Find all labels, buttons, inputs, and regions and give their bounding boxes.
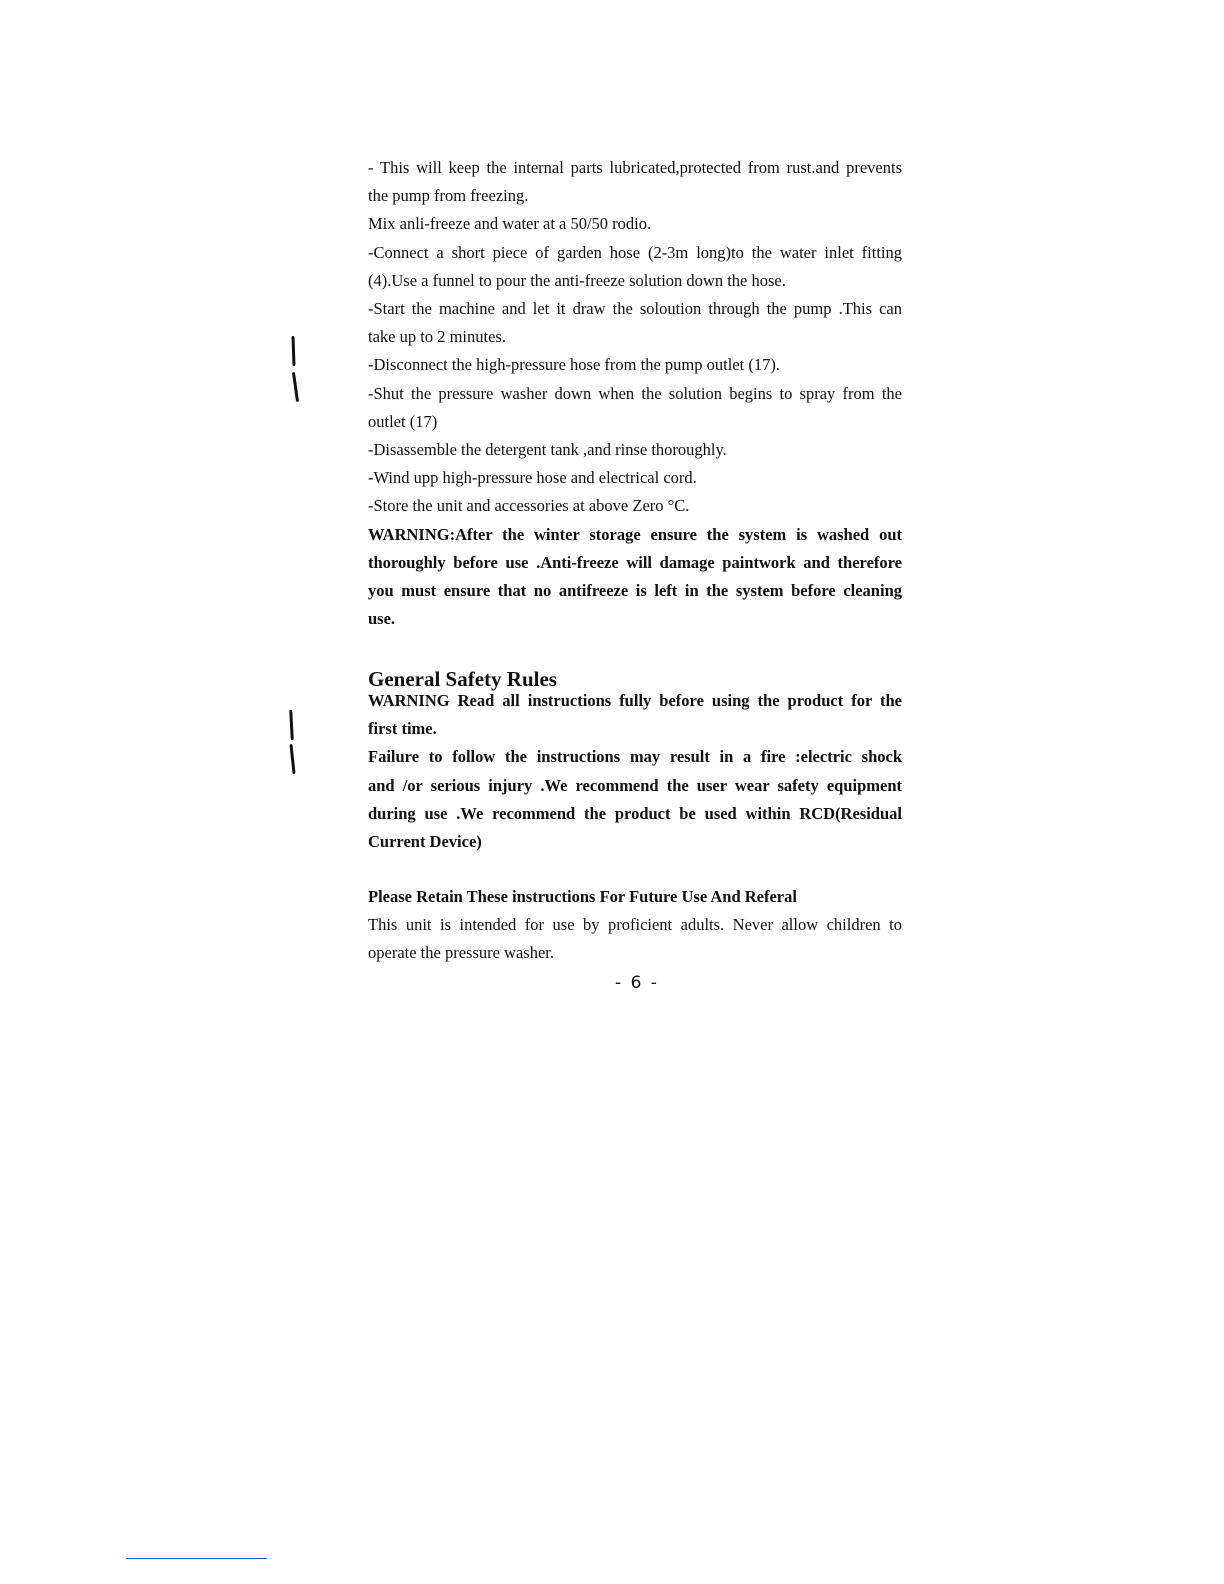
warning-line: you must ensure that no antifreeze is left in the system before cleaning (368, 581, 902, 601)
antifreeze-warning (368, 521, 902, 634)
step-line: (4).Use a funnel to pour the anti-freeze solution down the hose. (368, 270, 786, 290)
winter-storage-steps (368, 154, 902, 633)
margin-mark-bottom (289, 710, 294, 740)
failure-line: and /or serious injury .We recommend the user wear safety equipment (368, 775, 902, 795)
footnote-rule (126, 1558, 267, 1559)
body-line: operate the pressure washer. (368, 943, 555, 963)
step-line: outlet (17) (368, 411, 438, 431)
step-line: Mix anli-freeze and water at a 50/50 rodio. (368, 214, 652, 234)
margin-mark-top-lower (292, 372, 299, 402)
subheading: Please Retain These instructions For Future Use And Referal (368, 887, 797, 906)
page-number: - 6 - (615, 973, 659, 993)
body-line: This unit is intended for use by proficient adults. Never allow children to (368, 915, 902, 935)
safety-warning (368, 687, 902, 856)
warning-line: WARNING:After the winter storage ensure the system is washed out (368, 524, 902, 544)
section-heading: General Safety Rules (368, 667, 557, 691)
step-line: take up to 2 minutes. (368, 327, 506, 347)
failure-line: Failure to follow the instructions may result in a fire :electric shock (368, 747, 902, 767)
step-line: -Start the machine and let it draw the soloution through the pump .This can (368, 299, 902, 319)
step-line: the pump from freezing. (368, 186, 529, 206)
margin-mark-bottom-lower (289, 744, 295, 774)
step-line: -Disconnect the high-pressure hose from the pump outlet (17). (368, 355, 780, 375)
failure-line: during use .We recommend the product be used within RCD(Residual (368, 803, 902, 823)
warning-line: WARNING Read all instructions fully before using the product for the (368, 691, 902, 710)
failure-line: Current Device) (368, 832, 482, 852)
margin-mark-top (291, 336, 295, 366)
step-line: -Wind upp high-pressure hose and electrical cord. (368, 468, 697, 488)
step-line: -Store the unit and accessories at above Zero °C. (368, 496, 690, 516)
warning-line: use. (368, 609, 396, 629)
step-line: -Shut the pressure washer down when the solution begins to spray from the (368, 383, 902, 403)
step-line: -Disassemble the detergent tank ,and rinse thoroughly. (368, 440, 727, 460)
step-line: - This will keep the internal parts lubricated,protected from rust.and prevents (368, 158, 902, 177)
warning-line: first time. (368, 719, 437, 739)
retain-instructions (368, 883, 902, 968)
step-line: -Connect a short piece of garden hose (2-3m long)to the water inlet fitting (368, 242, 902, 262)
warning-line: thoroughly before use .Anti-freeze will damage paintwork and therefore (368, 552, 902, 572)
